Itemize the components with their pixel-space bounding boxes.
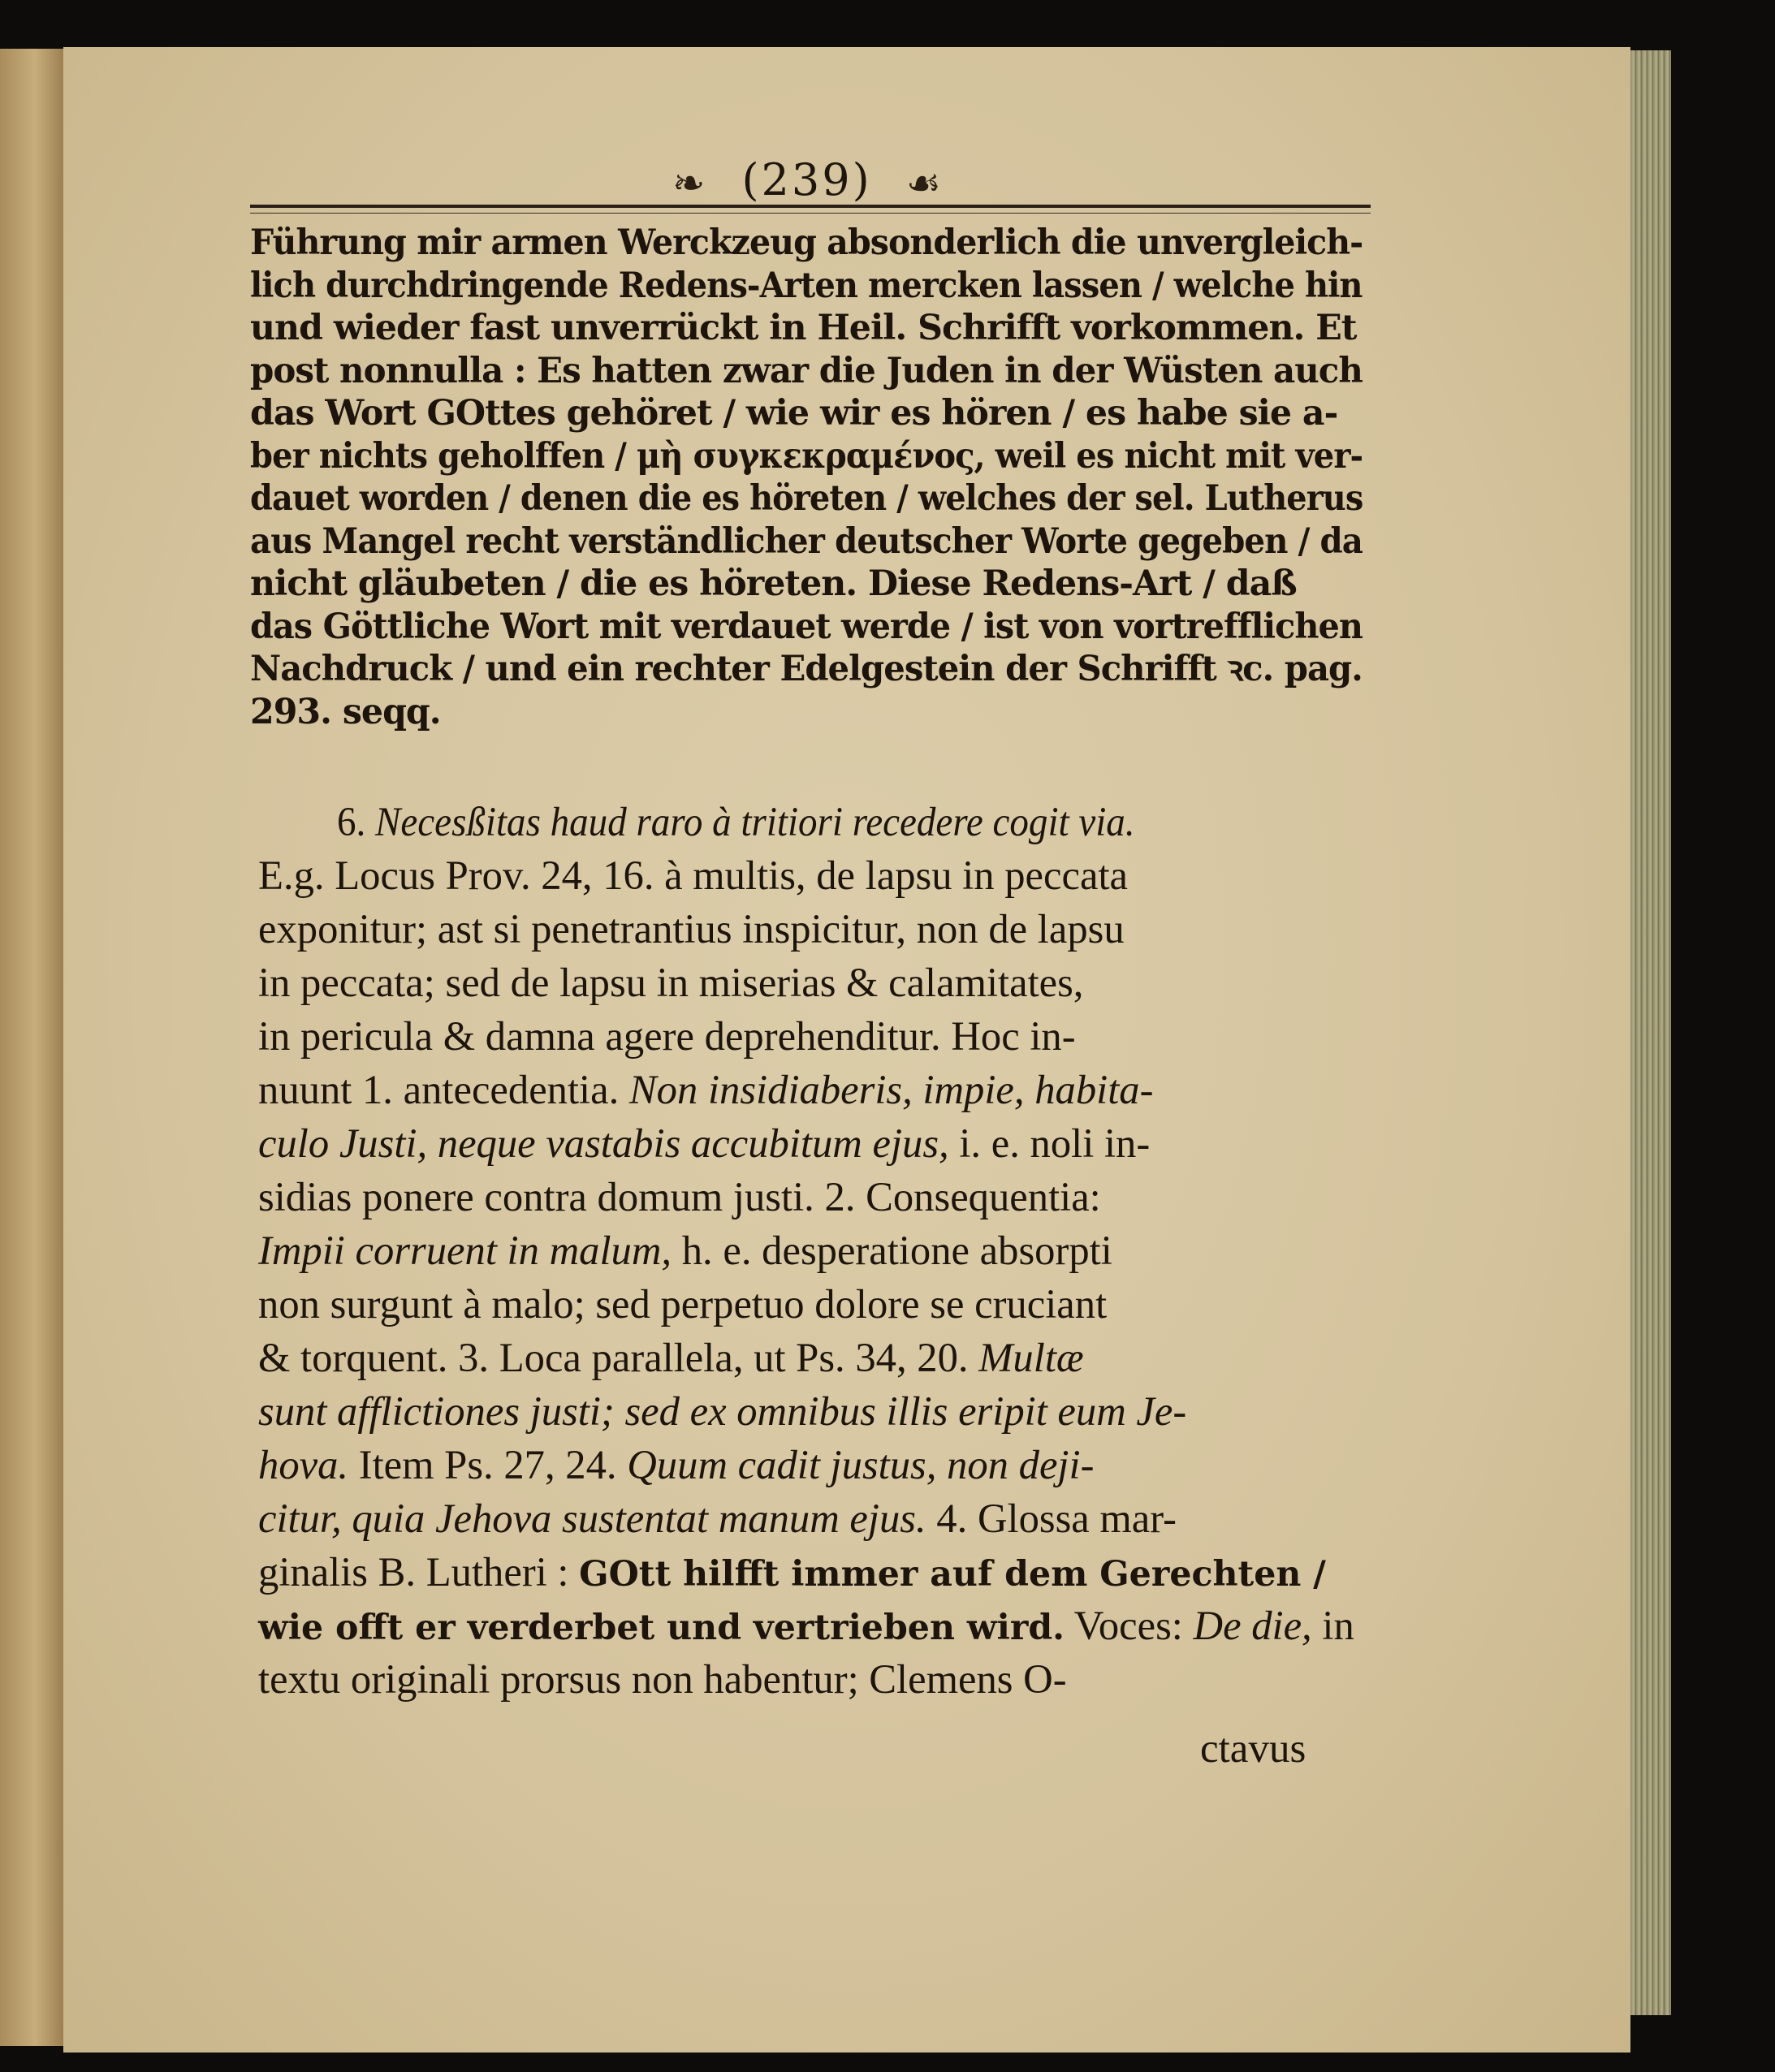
italic-text: citur, quia Jehova sustentat manum ejus.: [258, 1496, 926, 1542]
roman-text: in peccata; sed de lapsu in miserias & calamitates,: [258, 960, 1084, 1006]
german-line: nicht gläubeten / die es höreten. Diese Redens-Art / daß: [250, 563, 1297, 604]
latin-line: [258, 1010, 1371, 1064]
page-header: [244, 154, 1372, 211]
german-line: 293. seqq.: [250, 691, 441, 732]
roman-text: Item Ps. 27, 24.: [348, 1443, 628, 1488]
ornament-left-icon: ❧: [672, 161, 708, 206]
roman-text: 6.: [337, 800, 376, 845]
latin-line: [258, 1278, 1371, 1332]
italic-text: Quum cadit justus, non deji-: [627, 1443, 1095, 1488]
latin-line: [258, 903, 1371, 956]
roman-text: non surgunt à malo; sed perpetuo dolore se cruciant: [258, 1282, 1108, 1327]
latin-line: [258, 1385, 1371, 1439]
latin-line: [258, 1599, 1371, 1655]
roman-text: i. e. noli in-: [948, 1121, 1151, 1167]
german-line: post nonnulla : Es hatten zwar die Juden in der Wüsten auch: [250, 350, 1363, 391]
roman-text: in: [1311, 1604, 1354, 1649]
latin-line: [258, 1546, 1371, 1601]
italic-text: sunt afflictiones justi; sed ex omnibus illis eripit eum Je-: [258, 1389, 1187, 1435]
latin-line: [258, 1224, 1371, 1278]
italic-text: De die,: [1193, 1604, 1312, 1649]
german-line: lich durchdringende Redens-Arten mercken lassen / welche hin: [250, 265, 1363, 306]
ornament-right-icon: ☙: [905, 161, 944, 206]
roman-text: nuunt 1. antecedentia.: [258, 1068, 629, 1113]
latin-line: [258, 1492, 1371, 1546]
roman-text: wie offt er verderbet und vertrieben wird.: [258, 1608, 1065, 1648]
roman-text: 4. Glossa mar-: [926, 1496, 1177, 1542]
roman-text: & torquent. 3. Loca parallela, ut Ps. 34, 20.: [258, 1336, 979, 1381]
italic-text: Multæ: [978, 1336, 1084, 1381]
german-line: Führung mir armen Werckzeug absonderlich die unvergleich-: [250, 222, 1363, 263]
german-line: aus Mangel recht verständlicher deutscher Worte gegeben / da: [250, 520, 1363, 562]
latin-line: [258, 1332, 1371, 1385]
italic-text: Non insidiaberis, impie, habita-: [628, 1068, 1154, 1113]
latin-line: [258, 1653, 1371, 1707]
latin-line: [258, 956, 1371, 1010]
latin-line: [258, 1064, 1371, 1117]
roman-text: exponitur; ast si penetrantius inspicitur, non de lapsu: [258, 907, 1125, 952]
italic-text: hova.: [258, 1443, 349, 1488]
german-line: ber nichts geholffen / μὴ συγκεκραμένος, weil es nicht mit ver-: [250, 435, 1363, 477]
roman-text: Voces:: [1065, 1604, 1194, 1649]
left-page-edge: [0, 49, 63, 2046]
roman-text: ginalis B. Lutheri :: [258, 1550, 580, 1595]
roman-text: h. e. desperatione absorpti: [672, 1228, 1112, 1274]
roman-text: textu originali prorsus non habentur; Clemens O-: [258, 1657, 1067, 1703]
italic-text: culo Justi, neque vastabis accubitum ejus,: [258, 1121, 949, 1167]
latin-line: [258, 1439, 1371, 1492]
page-stack-edge: [1630, 50, 1671, 2015]
latin-line: [337, 796, 1371, 849]
page-number: (239): [741, 154, 872, 205]
roman-text: E.g. Locus Prov. 24, 16. à multis, de lapsu in peccata: [258, 853, 1128, 899]
german-line: das Göttliche Wort mit verdauet werde / ist von vortrefflichen: [250, 606, 1363, 647]
catchword: ctavus: [1200, 1726, 1306, 1772]
roman-text: GOtt hilfft immer auf dem Gerechten /: [579, 1554, 1326, 1595]
italic-text: Necesßitas haud raro à tritiori recedere cogit via.: [375, 800, 1135, 845]
latin-line: [258, 849, 1371, 903]
german-line: das Wort GOttes gehöret / wie wir es hören / es habe sie a-: [250, 393, 1338, 434]
latin-line: [258, 1117, 1371, 1171]
german-line: Nachdruck / und ein rechter Edelgestein der Schrifft ꝛc. pag.: [250, 649, 1363, 689]
header-rule: [250, 205, 1371, 214]
roman-text: sidias ponere contra domum justi. 2. Consequentia:: [258, 1175, 1101, 1220]
german-line: dauet worden / denen die es höreten / welches der sel. Lutherus: [250, 478, 1363, 519]
german-line: und wieder fast unverrückt in Heil. Schrifft vorkommen. Et: [250, 308, 1357, 348]
latin-line: [258, 1171, 1371, 1224]
roman-text: in pericula & damna agere deprehenditur. Hoc in-: [258, 1014, 1076, 1060]
italic-text: Impii corruent in malum,: [258, 1228, 672, 1274]
